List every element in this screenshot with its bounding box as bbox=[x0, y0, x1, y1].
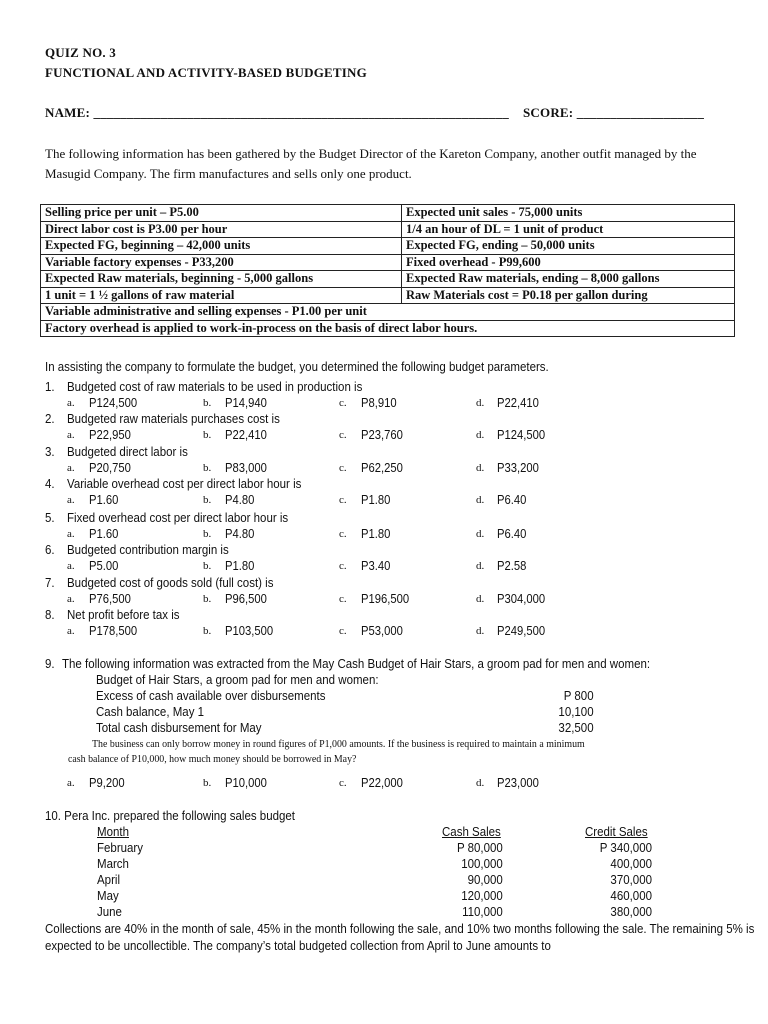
option-letter-a: a. bbox=[67, 494, 75, 506]
q9-note-line2: cash balance of P10,000, how much money should be borrowed in May? bbox=[68, 753, 357, 765]
option-b: P1.80 bbox=[225, 559, 255, 573]
option-d: P33,200 bbox=[497, 461, 539, 475]
q10-month: May bbox=[97, 889, 119, 903]
option-letter-a: a. bbox=[67, 429, 75, 441]
option-letter-c: c. bbox=[339, 593, 347, 605]
option-letter-a: a. bbox=[67, 528, 75, 540]
q9-item-label: Total cash disbursement for May bbox=[96, 721, 262, 735]
q10-text: 10. Pera Inc. prepared the following sales budget bbox=[45, 809, 295, 823]
info-cell: Fixed overhead - P99,600 bbox=[402, 254, 735, 271]
option-letter-d: d. bbox=[476, 625, 485, 637]
q10-month: June bbox=[97, 905, 122, 919]
option-b: P4.80 bbox=[225, 493, 255, 507]
option-c: P3.40 bbox=[361, 559, 391, 573]
option-letter-d: d. bbox=[476, 528, 485, 540]
question-number: 4. bbox=[45, 477, 55, 491]
option-letter-b: b. bbox=[203, 560, 212, 572]
option-c: P23,760 bbox=[361, 428, 403, 442]
q10-credit: P 340,000 bbox=[599, 841, 652, 855]
option-letter-a: a. bbox=[67, 560, 75, 572]
q9-item-value: 10,100 bbox=[558, 705, 594, 719]
q10-header-credit: Credit Sales bbox=[585, 825, 648, 839]
name-field: NAME: ______________________________________________________________ bbox=[45, 105, 509, 120]
option-a: P9,200 bbox=[89, 776, 125, 790]
q10-month: March bbox=[97, 857, 129, 871]
info-cell: 1/4 an hour of DL = 1 unit of product bbox=[402, 221, 735, 238]
option-c: P53,000 bbox=[361, 624, 403, 638]
option-d: P304,000 bbox=[497, 592, 546, 606]
option-letter-c: c. bbox=[339, 397, 347, 409]
option-letter-b: b. bbox=[203, 429, 212, 441]
option-d: P2.58 bbox=[497, 559, 527, 573]
info-row bbox=[41, 238, 735, 255]
question-text: Fixed overhead cost per direct labor hour is bbox=[67, 511, 289, 525]
q10-credit: 370,000 bbox=[610, 873, 652, 887]
option-letter-c: c. bbox=[339, 494, 347, 506]
option-letter-c: c. bbox=[339, 462, 347, 474]
question-text: Budgeted contribution margin is bbox=[67, 543, 229, 557]
info-cell: Selling price per unit – P5.00 bbox=[41, 205, 402, 222]
option-letter-c: c. bbox=[339, 528, 347, 540]
q10-header-month: Month bbox=[97, 825, 129, 839]
option-c: P62,250 bbox=[361, 461, 403, 475]
q10-credit: 460,000 bbox=[610, 889, 652, 903]
option-a: P1.60 bbox=[89, 527, 119, 541]
question-number: 6. bbox=[45, 543, 55, 557]
option-d: P23,000 bbox=[497, 776, 539, 790]
option-d: P6.40 bbox=[497, 493, 527, 507]
question-number: 7. bbox=[45, 576, 55, 590]
q9-subtitle: Budget of Hair Stars, a groom pad for men and women: bbox=[96, 673, 379, 687]
info-cell: Factory overhead is applied to work-in-process on the basis of direct labor hours. bbox=[41, 320, 735, 337]
option-b: P10,000 bbox=[225, 776, 267, 790]
info-row bbox=[41, 287, 735, 304]
option-a: P76,500 bbox=[89, 592, 131, 606]
intro-paragraph: The following information has been gathered by the Budget Director of the Kareton Company, another outfit managed by the Masugid Company. The firm manufactures and sells only one product. bbox=[45, 146, 697, 181]
info-cell: Expected Raw materials, beginning - 5,000 gallons bbox=[41, 271, 402, 288]
question-number: 1. bbox=[45, 380, 55, 394]
option-letter-b: b. bbox=[203, 593, 212, 605]
info-cell: Raw Materials cost = P0.18 per gallon during bbox=[402, 287, 735, 304]
info-cell: Variable factory expenses - P33,200 bbox=[41, 254, 402, 271]
info-cell: 1 unit = 1 ½ gallons of raw material bbox=[41, 287, 402, 304]
option-d: P22,410 bbox=[497, 396, 539, 410]
option-c: P196,500 bbox=[361, 592, 410, 606]
question-number: 5. bbox=[45, 511, 55, 525]
question-text: Variable overhead cost per direct labor hour is bbox=[67, 477, 302, 491]
option-b: P4.80 bbox=[225, 527, 255, 541]
question-text: Net profit before tax is bbox=[67, 608, 180, 622]
q9-item-label: Excess of cash available over disbursements bbox=[96, 689, 326, 703]
option-letter-d: d. bbox=[476, 429, 485, 441]
option-a: P178,500 bbox=[89, 624, 138, 638]
quiz-number: QUIZ NO. 3 bbox=[45, 45, 116, 60]
option-c: P22,000 bbox=[361, 776, 403, 790]
option-letter-b: b. bbox=[203, 777, 212, 789]
info-cell: Direct labor cost is P3.00 per hour bbox=[41, 221, 402, 238]
option-letter-b: b. bbox=[203, 494, 212, 506]
option-letter-b: b. bbox=[203, 397, 212, 409]
option-letter-d: d. bbox=[476, 560, 485, 572]
option-letter-a: a. bbox=[67, 777, 75, 789]
q10-cash: 90,000 bbox=[467, 873, 503, 887]
option-a: P1.60 bbox=[89, 493, 119, 507]
option-a: P124,500 bbox=[89, 396, 138, 410]
option-b: P83,000 bbox=[225, 461, 267, 475]
info-row bbox=[41, 271, 735, 288]
option-letter-b: b. bbox=[203, 528, 212, 540]
parameters-intro: In assisting the company to formulate the budget, you determined the following budget parameters. bbox=[45, 360, 549, 374]
score-field: SCORE: ___________________ bbox=[523, 105, 705, 120]
q9-number: 9. bbox=[45, 657, 55, 671]
q9-note-line1: The business can only borrow money in round figures of P1,000 amounts. If the business is required to maintain a minimum bbox=[92, 738, 585, 750]
q10-credit: 400,000 bbox=[610, 857, 652, 871]
option-b: P96,500 bbox=[225, 592, 267, 606]
q10-credit: 380,000 bbox=[610, 905, 652, 919]
q10-cash: P 80,000 bbox=[456, 841, 503, 855]
option-letter-b: b. bbox=[203, 462, 212, 474]
q10-cash: 100,000 bbox=[461, 857, 503, 871]
info-cell: Expected Raw materials, ending – 8,000 gallons bbox=[402, 271, 735, 288]
option-d: P249,500 bbox=[497, 624, 546, 638]
info-row bbox=[41, 205, 735, 222]
option-letter-d: d. bbox=[476, 397, 485, 409]
option-letter-d: d. bbox=[476, 593, 485, 605]
q10-cash: 120,000 bbox=[461, 889, 503, 903]
q10-cash: 110,000 bbox=[462, 905, 503, 919]
option-b: P22,410 bbox=[225, 428, 267, 442]
option-d: P6.40 bbox=[497, 527, 527, 541]
question-text: Budgeted cost of raw materials to be used in production is bbox=[67, 380, 363, 394]
question-number: 8. bbox=[45, 608, 55, 622]
quiz-title: FUNCTIONAL AND ACTIVITY-BASED BUDGETING bbox=[45, 65, 367, 80]
question-number: 2. bbox=[45, 412, 55, 426]
option-letter-a: a. bbox=[67, 462, 75, 474]
question-text: Budgeted raw materials purchases cost is bbox=[67, 412, 280, 426]
option-c: P1.80 bbox=[361, 527, 391, 541]
option-letter-a: a. bbox=[67, 593, 75, 605]
info-row-full bbox=[41, 320, 735, 337]
info-table bbox=[40, 204, 735, 337]
info-row bbox=[41, 221, 735, 238]
info-cell: Expected unit sales - 75,000 units bbox=[402, 205, 735, 222]
option-letter-a: a. bbox=[67, 625, 75, 637]
q10-month: February bbox=[97, 841, 144, 855]
question-number: 3. bbox=[45, 445, 55, 459]
q9-item-value: P 800 bbox=[563, 689, 594, 703]
q10-closing: Collections are 40% in the month of sale, 45% in the month following the sale, and 10% two months following the sale. The remaining 5% is expected to be uncollectible. The company’s total budgeted collection from April to June amounts to bbox=[45, 922, 755, 953]
option-letter-d: d. bbox=[476, 777, 485, 789]
info-cell: Expected FG, ending – 50,000 units bbox=[402, 238, 735, 255]
option-c: P1.80 bbox=[361, 493, 391, 507]
option-c: P8,910 bbox=[361, 396, 397, 410]
option-a: P22,950 bbox=[89, 428, 131, 442]
option-letter-d: d. bbox=[476, 494, 485, 506]
option-d: P124,500 bbox=[497, 428, 546, 442]
q10-month: April bbox=[97, 873, 121, 887]
option-letter-c: c. bbox=[339, 560, 347, 572]
option-a: P5.00 bbox=[89, 559, 119, 573]
option-letter-d: d. bbox=[476, 462, 485, 474]
option-b: P14,940 bbox=[225, 396, 267, 410]
q10-header-cash: Cash Sales bbox=[442, 825, 501, 839]
option-letter-c: c. bbox=[339, 777, 347, 789]
info-cell: Expected FG, beginning – 42,000 units bbox=[41, 238, 402, 255]
question-text: Budgeted direct labor is bbox=[67, 445, 188, 459]
info-row-full bbox=[41, 304, 735, 321]
info-cell: Variable administrative and selling expenses - P1.00 per unit bbox=[41, 304, 735, 321]
info-row bbox=[41, 254, 735, 271]
option-letter-b: b. bbox=[203, 625, 212, 637]
q9-text: The following information was extracted from the May Cash Budget of Hair Stars, a groom pad for men and women: bbox=[62, 657, 651, 671]
question-text: Budgeted cost of goods sold (full cost) is bbox=[67, 576, 274, 590]
option-letter-c: c. bbox=[339, 625, 347, 637]
option-a: P20,750 bbox=[89, 461, 131, 475]
option-letter-a: a. bbox=[67, 397, 75, 409]
option-b: P103,500 bbox=[225, 624, 274, 638]
q9-item-label: Cash balance, May 1 bbox=[96, 705, 205, 719]
option-letter-c: c. bbox=[339, 429, 347, 441]
q9-item-value: 32,500 bbox=[558, 721, 594, 735]
